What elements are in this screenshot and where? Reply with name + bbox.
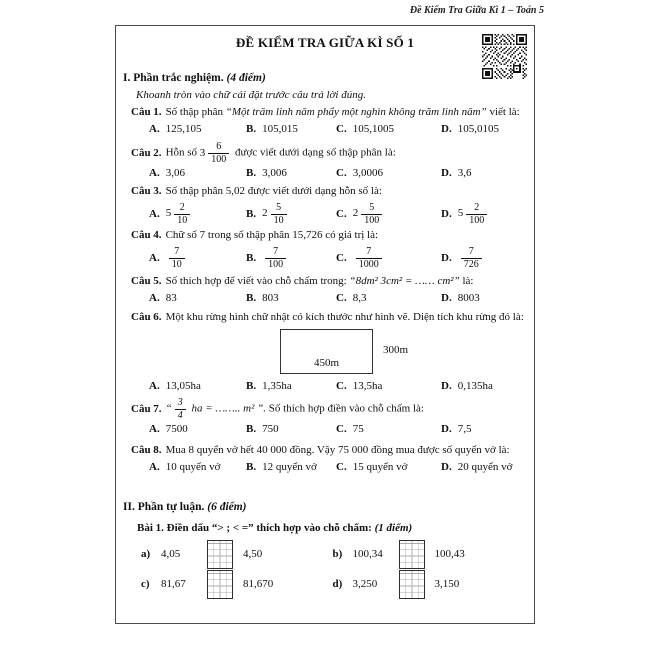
question-7-text: Câu 7. “ $\frac{3}{4}$ ha = …….. m² ”. Số thích hợp điền vào chỗ chấm là: bbox=[131, 397, 424, 421]
option-c: C. 13,5ha bbox=[336, 379, 383, 392]
section-1-instruction: Khoanh tròn vào chữ cái đặt trước câu trả lời đúng. bbox=[136, 89, 366, 102]
option-a: A. 83 bbox=[149, 291, 177, 304]
exam-content bbox=[116, 70, 534, 600]
question-8 bbox=[131, 443, 524, 475]
question-6-text: Câu 6. Một khu rừng hình chữ nhật có kích thước như hình vẽ. Diện tích khu rừng đó là: bbox=[131, 311, 524, 324]
question-8-options bbox=[149, 460, 524, 475]
option-c: C. 8,3 bbox=[336, 291, 367, 304]
answer-box bbox=[399, 570, 425, 599]
fraction: $\frac{2}{10}$ bbox=[174, 202, 190, 226]
fraction: $\frac{5}{10}$ bbox=[271, 202, 287, 226]
option-b: B. $\frac{7}{100}$ bbox=[246, 246, 336, 270]
qr-code bbox=[482, 34, 527, 79]
option-d: D. 105,0105 bbox=[441, 122, 499, 135]
option-a: A. 10 quyển vở bbox=[149, 460, 221, 473]
question-3-options bbox=[149, 202, 524, 226]
option-a: A. 3,06 bbox=[149, 167, 185, 180]
question-2 bbox=[131, 141, 524, 181]
option-d: D. $\frac{7}{726}$ bbox=[441, 246, 524, 270]
option-d: D. 8003 bbox=[441, 291, 480, 304]
figure-width-label: 450m bbox=[313, 357, 340, 370]
fraction: $\frac{2}{100}$ bbox=[466, 202, 487, 226]
rectangle-shape bbox=[280, 329, 373, 374]
answer-box bbox=[207, 570, 233, 599]
option-d: D. 7,5 bbox=[441, 423, 472, 435]
question-8-text: Câu 8. Mua 8 quyển vở hết 40 000 đồng. Vậy 75 000 đồng mua được số quyển vở là: bbox=[131, 444, 510, 457]
option-c: C. 75 bbox=[336, 423, 364, 435]
fill-pair-c: c) 81,67 81,670 bbox=[141, 570, 333, 599]
question-2-options bbox=[149, 166, 524, 181]
option-c: C. 2 $\frac{5}{100}$ bbox=[336, 202, 441, 226]
option-a: A. $\frac{7}{10}$ bbox=[149, 246, 246, 270]
option-c: C. 15 quyển vở bbox=[336, 460, 408, 473]
question-4 bbox=[131, 228, 524, 270]
option-b: B. 803 bbox=[246, 291, 279, 304]
fraction: $\frac{7}{10}$ bbox=[169, 246, 185, 270]
question-1-text: Câu 1. Số thập phân “Một trăm linh năm phẩy một nghìn không trăm linh năm” viết là: bbox=[131, 106, 520, 119]
rectangle-figure bbox=[280, 329, 524, 378]
fraction: $\frac{5}{100}$ bbox=[361, 202, 382, 226]
question-7-options bbox=[149, 422, 524, 437]
question-5-options bbox=[149, 291, 524, 306]
option-b: B. 2 $\frac{5}{10}$ bbox=[246, 202, 336, 226]
fraction: $\frac{3}{4}$ bbox=[175, 397, 186, 421]
section-2-heading: II. Phần tự luận. (6 điểm) bbox=[123, 501, 247, 514]
fraction: $\frac{6}{100}$ bbox=[208, 141, 229, 165]
option-c: C. 105,1005 bbox=[336, 122, 394, 135]
option-d: D. 20 quyển vở bbox=[441, 460, 513, 473]
fill-pair-a: a) 4,05 4,50 bbox=[141, 540, 333, 569]
fraction: $\frac{7}{100}$ bbox=[265, 246, 286, 270]
question-3-text: Câu 3. Số thập phân 5,02 được viết dưới dạng hỗn số là: bbox=[131, 184, 382, 197]
section-1-heading: I. Phần trắc nghiệm. (4 điểm) bbox=[123, 72, 266, 84]
question-3 bbox=[131, 184, 524, 226]
option-b: B. 12 quyển vở bbox=[246, 460, 317, 473]
question-4-options bbox=[149, 246, 524, 270]
fraction: $\frac{7}{1000}$ bbox=[356, 246, 382, 270]
fill-row-cd bbox=[141, 570, 524, 600]
page-header-right: Đề Kiểm Tra Giữa Kì 1 – Toán 5 bbox=[409, 5, 544, 16]
exam-frame bbox=[115, 25, 535, 624]
question-4-text: Câu 4. Chữ số 7 trong số thập phân 15,726 có giá trị là: bbox=[131, 229, 379, 242]
option-d: D. 0,135ha bbox=[441, 379, 493, 392]
question-1 bbox=[131, 105, 524, 137]
option-a: A. 7500 bbox=[149, 423, 188, 435]
section-2-points: (6 điểm) bbox=[207, 501, 247, 514]
question-1-options bbox=[149, 122, 524, 137]
answer-box bbox=[207, 540, 233, 569]
figure-height-label: 300m bbox=[383, 343, 409, 356]
option-c: C. 3,0006 bbox=[336, 167, 383, 180]
option-b: B. 3,006 bbox=[246, 167, 287, 180]
exercise-1-points: (1 điểm) bbox=[374, 522, 413, 535]
fill-pair-b: b) 100,34 100,43 bbox=[333, 540, 525, 569]
fill-pair-d: d) 3,250 3,150 bbox=[333, 570, 525, 599]
exercise-1-heading: Bài 1. Điền dấu “> ; < =” thích hợp vào chỗ chấm: (1 điểm) bbox=[137, 522, 413, 535]
section-1-points: (4 điểm) bbox=[226, 72, 266, 84]
option-b: B. 105,015 bbox=[246, 122, 298, 135]
option-a: A. 5 $\frac{2}{10}$ bbox=[149, 202, 246, 226]
option-a: A. 13,05ha bbox=[149, 379, 201, 392]
answer-box bbox=[399, 540, 425, 569]
option-b: B. 750 bbox=[246, 423, 279, 435]
fill-row-ab bbox=[141, 540, 524, 570]
fraction: $\frac{7}{726}$ bbox=[461, 246, 482, 270]
exam-title: ĐỀ KIỂM TRA GIỮA KÌ SỐ 1 bbox=[235, 35, 415, 50]
question-7 bbox=[131, 397, 524, 437]
option-a: A. 125,105 bbox=[149, 122, 202, 135]
question-6 bbox=[131, 310, 524, 394]
question-5-text: Câu 5. Số thích hợp để viết vào chỗ chấm trong: “8dm² 3cm² = …… cm²” là: bbox=[131, 275, 474, 288]
option-d: D. 3,6 bbox=[441, 167, 472, 180]
option-b: B. 1,35ha bbox=[246, 379, 292, 392]
question-2-text: Câu 2. Hỗn số 3 $\frac{6}{100}$ được viết dưới dạng số thập phân là: bbox=[131, 141, 396, 165]
option-d: D. 5 $\frac{2}{100}$ bbox=[441, 202, 524, 226]
question-5 bbox=[131, 274, 524, 306]
question-6-options bbox=[149, 379, 524, 394]
option-c: C. $\frac{7}{1000}$ bbox=[336, 246, 441, 270]
